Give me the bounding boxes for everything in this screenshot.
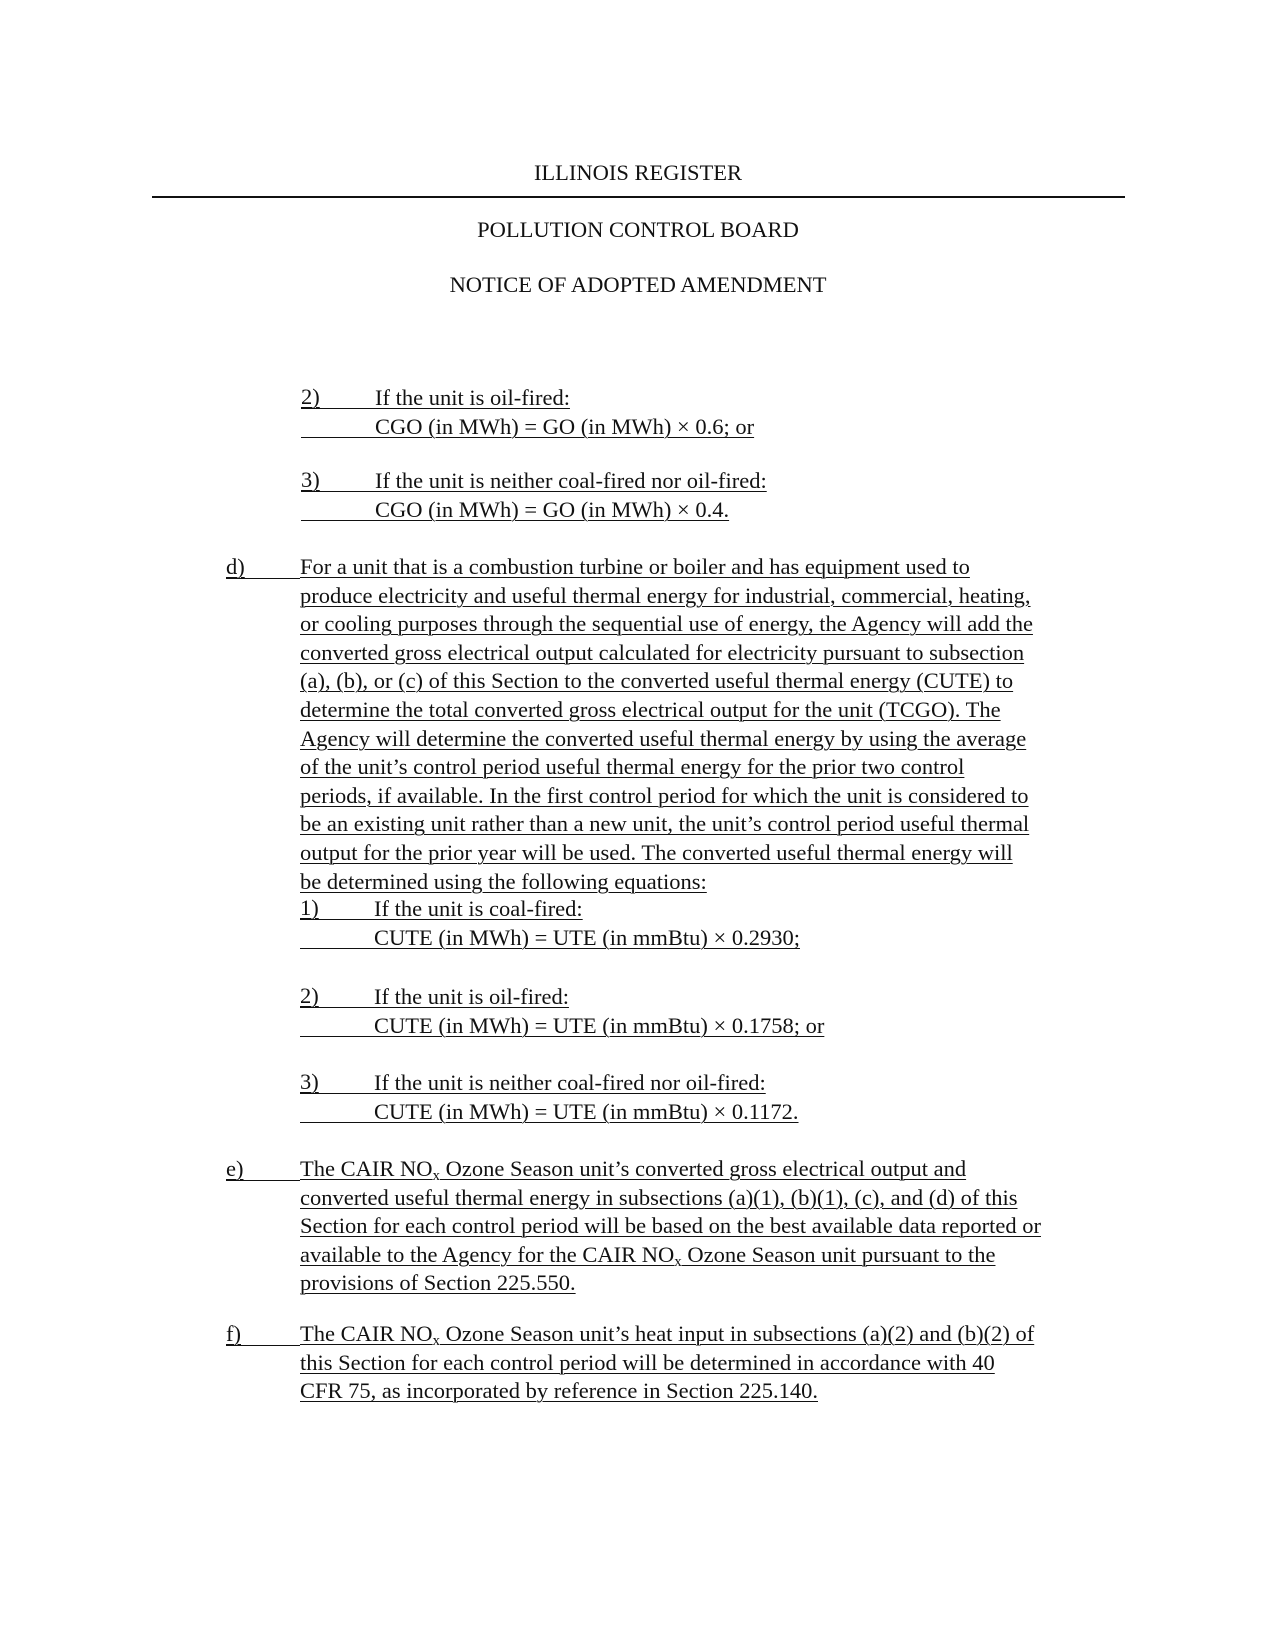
item-condition: If the unit is oil-fired: bbox=[375, 385, 570, 410]
text-line: be determined using the following equations: bbox=[300, 868, 707, 894]
subsection-label: e) bbox=[226, 1155, 300, 1181]
text-line: periods, if available. In the first control period for which the unit is considered to bbox=[300, 782, 1029, 808]
notice-title: NOTICE OF ADOPTED AMENDMENT bbox=[449, 272, 827, 297]
item-equation-rule bbox=[300, 923, 374, 949]
text-line: For a unit that is a combustion turbine or boiler and has equipment used to bbox=[300, 554, 970, 579]
subsection-label: d) bbox=[226, 553, 300, 579]
item-equation: CUTE (in MWh) = UTE (in mmBtu) × 0.2930; bbox=[374, 925, 800, 950]
item-equation-rule bbox=[301, 495, 375, 521]
item-condition: If the unit is oil-fired: bbox=[374, 984, 569, 1009]
text-line: converted gross electrical output calculated for electricity pursuant to subsection bbox=[300, 639, 1025, 665]
item-equation: CUTE (in MWh) = UTE (in mmBtu) × 0.1758; or bbox=[374, 1013, 825, 1038]
item-equation: CGO (in MWh) = GO (in MWh) × 0.4. bbox=[375, 497, 730, 522]
text-line: output for the prior year will be used. The converted useful thermal energy will bbox=[300, 839, 1013, 865]
subsection-f-body bbox=[300, 1320, 1140, 1406]
subsection-e-body bbox=[300, 1155, 1140, 1298]
text-line: or cooling purposes through the sequential use of energy, the Agency will add the bbox=[300, 611, 1033, 637]
agency-title: POLLUTION CONTROL BOARD bbox=[477, 217, 799, 242]
item-equation-rule bbox=[300, 1011, 374, 1037]
item-number: 3) bbox=[301, 466, 375, 492]
item-equation-rule bbox=[300, 1097, 374, 1123]
text-line: CFR 75, as incorporated by reference in Section 225.140. bbox=[300, 1378, 818, 1404]
text-line: Agency will determine the converted useful thermal energy by using the average bbox=[300, 725, 1027, 751]
text-line: determine the total converted gross electrical output for the unit (TCGO). The bbox=[300, 696, 1001, 722]
text-line: Section for each control period will be based on the best available data reported or bbox=[300, 1213, 1041, 1239]
text-line: (a), (b), or (c) of this Section to the converted useful thermal energy (CUTE) to bbox=[300, 668, 1014, 694]
item-equation: CUTE (in MWh) = UTE (in mmBtu) × 0.1172. bbox=[374, 1099, 799, 1124]
subsection-d-body bbox=[300, 553, 1140, 896]
item-condition: If the unit is coal-fired: bbox=[374, 896, 583, 921]
item-equation: CGO (in MWh) = GO (in MWh) × 0.6; or bbox=[375, 414, 755, 439]
text-line: of the unit’s control period useful thermal energy for the prior two control bbox=[300, 754, 965, 780]
item-condition: If the unit is neither coal-fired nor oil-fired: bbox=[375, 468, 767, 493]
item-condition: If the unit is neither coal-fired nor oil-fired: bbox=[374, 1070, 766, 1095]
item-equation-rule bbox=[301, 412, 375, 438]
register-title: ILLINOIS REGISTER bbox=[533, 160, 743, 185]
item-number: 1) bbox=[300, 894, 374, 920]
item-number: 2) bbox=[300, 982, 374, 1008]
text-line: The CAIR $NO_x$ Ozone Season unit’s heat input in subsections (a)(2) and (b)(2) of bbox=[300, 1321, 1035, 1349]
text-line: converted useful thermal energy in subsections (a)(1), (b)(1), (c), and (d) of this bbox=[300, 1184, 1018, 1210]
header-rule bbox=[152, 196, 1125, 198]
text-line: available to the Agency for the CAIR $NO_x$ Ozone Season unit pursuant to the bbox=[300, 1241, 996, 1270]
text-line: The CAIR $NO_x$ Ozone Season unit’s converted gross electrical output and bbox=[300, 1156, 967, 1184]
subsection-label: f) bbox=[226, 1320, 300, 1346]
text-line: this Section for each control period will be determined in accordance with 40 bbox=[300, 1349, 995, 1375]
text-line: be an existing unit rather than a new unit, the unit’s control period useful thermal bbox=[300, 811, 1030, 837]
item-number: 3) bbox=[300, 1068, 374, 1094]
text-line: provisions of Section 225.550. bbox=[300, 1270, 576, 1296]
text-line: produce electricity and useful thermal energy for industrial, commercial, heating, bbox=[300, 582, 1031, 608]
item-number: 2) bbox=[301, 383, 375, 409]
